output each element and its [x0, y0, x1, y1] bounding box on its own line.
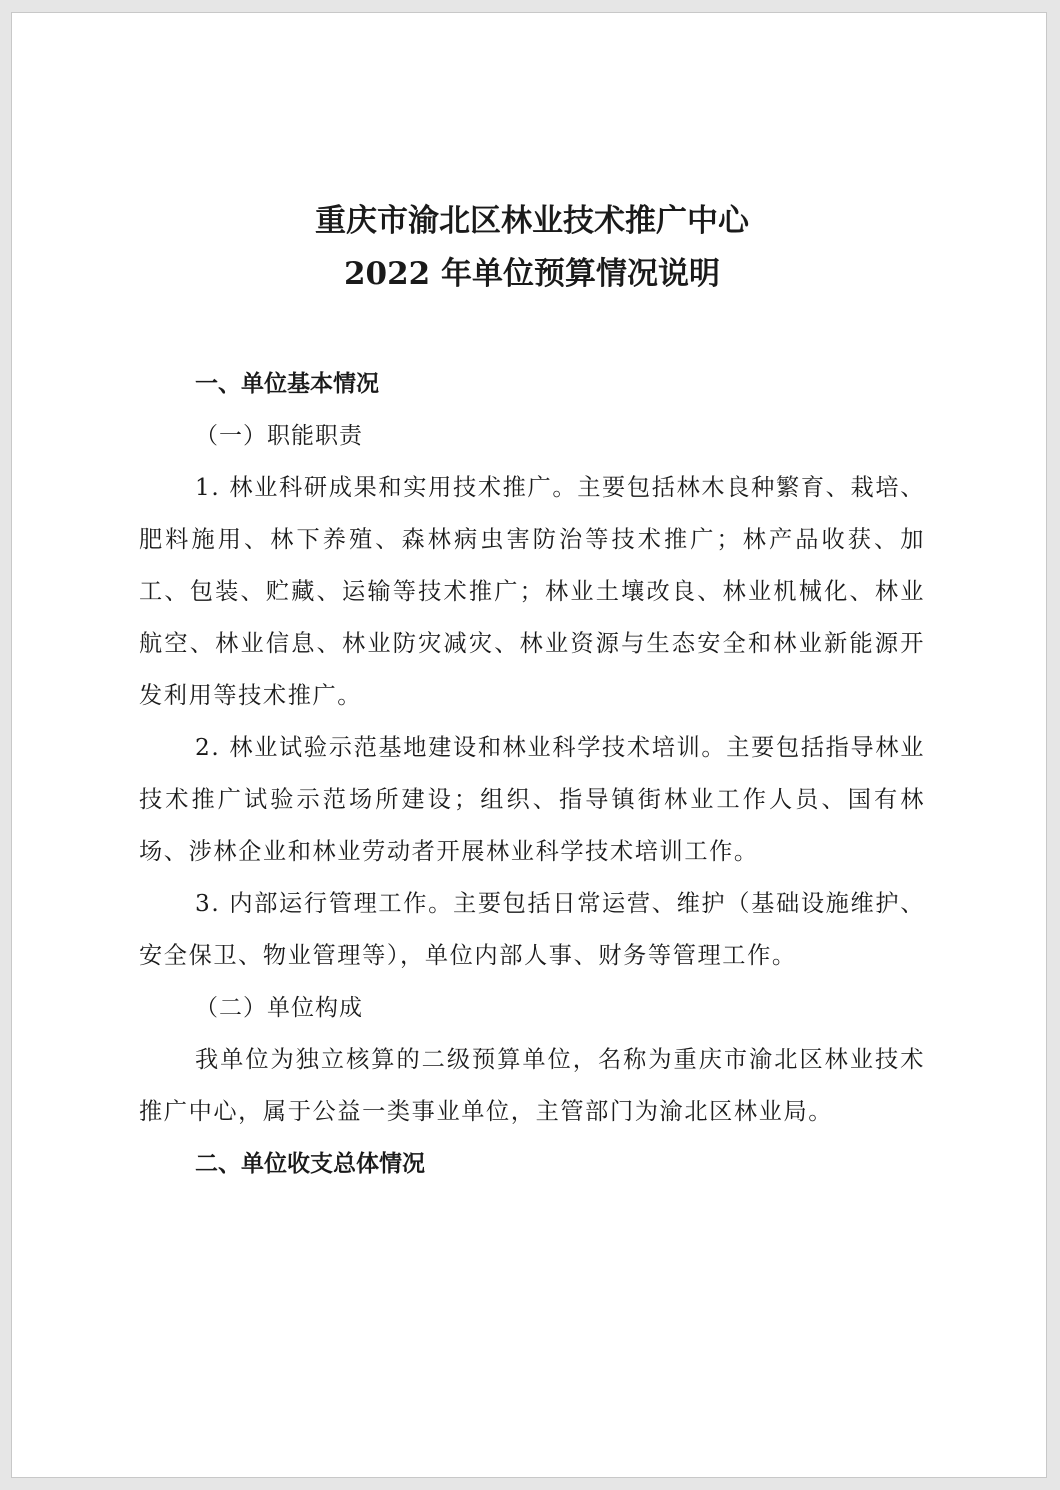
document-page	[11, 12, 1047, 1478]
section-2-heading: 二、单位收支总体情况	[195, 1151, 425, 1177]
duty-item-2: 2. 林业试验示范基地建设和林业科学技术培训。主要包括指导林业技术推广试验示范场所建设；组织、指导镇街林业工作人员、国有林场、涉林企业和林业劳动者开展林业科学技术培训工作。	[139, 734, 925, 865]
title-spacer	[139, 301, 925, 358]
section-1-heading: 一、单位基本情况	[195, 371, 379, 397]
section-1-2-heading: （二）单位构成	[195, 995, 363, 1021]
document-title	[139, 195, 925, 301]
duty-item-1: 1. 林业科研成果和实用技术推广。主要包括林木良种繁育、栽培、肥料施用、林下养殖、森林病虫害防治等技术推广；林产品收获、加工、包装、贮藏、运输等技术推广；林业土壤改良、林业机械化、林业航空、林业信息、林业防灾减灾、林业资源与生态安全和林业新能源开发利用等技术推广。	[139, 474, 925, 709]
title-line-2: 2022 年单位预算情况说明	[343, 256, 721, 292]
document-body	[139, 195, 925, 1190]
duty-item-3: 3. 内部运行管理工作。主要包括日常运营、维护（基础设施维护、安全保卫、物业管理等），单位内部人事、财务等管理工作。	[139, 890, 925, 969]
unit-composition-text: 我单位为独立核算的二级预算单位，名称为重庆市渝北区林业技术推广中心，属于公益一类事业单位，主管部门为渝北区林业局。	[139, 1046, 925, 1125]
section-1-1-heading: （一）职能职责	[195, 423, 363, 449]
title-line-1: 重庆市渝北区林业技术推广中心	[315, 203, 749, 239]
